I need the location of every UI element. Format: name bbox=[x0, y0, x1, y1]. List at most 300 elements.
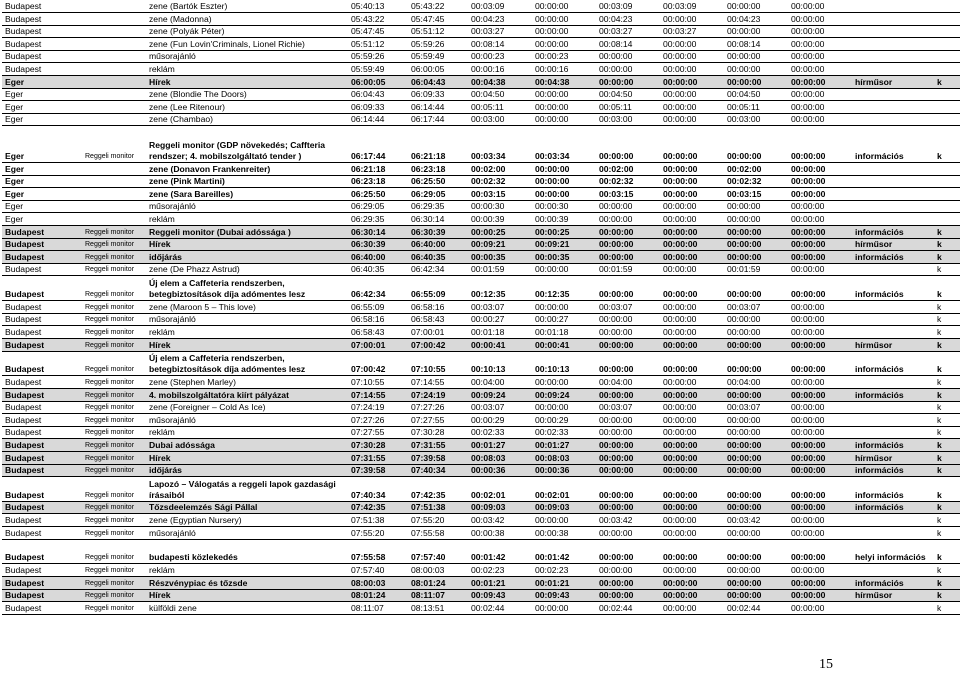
duration-col-1-cell: 00:00:23 bbox=[532, 50, 596, 63]
duration-col-2-cell: 00:00:00 bbox=[596, 477, 660, 502]
program-type-cell bbox=[852, 401, 934, 414]
end-time-cell: 06:14:44 bbox=[408, 101, 468, 114]
duration-col-3-cell: 00:00:00 bbox=[660, 602, 724, 615]
duration-col-3-cell: 00:00:00 bbox=[660, 426, 724, 439]
flag-cell: k bbox=[934, 539, 960, 564]
start-time-cell: 07:00:01 bbox=[348, 338, 408, 351]
show-cell bbox=[82, 13, 146, 26]
duration-col-3-cell: 00:00:00 bbox=[660, 464, 724, 477]
city-cell: Budapest bbox=[2, 226, 82, 239]
duration-col-5-cell: 00:00:00 bbox=[788, 326, 852, 339]
duration-col-3-cell: 00:00:00 bbox=[660, 326, 724, 339]
duration-cell: 00:09:43 bbox=[468, 589, 532, 602]
duration-col-5-cell: 00:00:00 bbox=[788, 301, 852, 314]
show-cell: Reggeli monitor bbox=[82, 514, 146, 527]
show-cell bbox=[82, 0, 146, 13]
duration-col-1-cell: 00:00:00 bbox=[532, 25, 596, 38]
duration-col-5-cell: 00:00:00 bbox=[788, 401, 852, 414]
duration-col-5-cell: 00:00:00 bbox=[788, 501, 852, 514]
program-type-cell bbox=[852, 0, 934, 13]
duration-col-5-cell: 00:00:00 bbox=[788, 0, 852, 13]
duration-col-5-cell: 00:00:00 bbox=[788, 88, 852, 101]
table-row bbox=[2, 376, 960, 389]
duration-col-2-cell: 00:00:00 bbox=[596, 464, 660, 477]
duration-col-2-cell: 00:04:23 bbox=[596, 13, 660, 26]
duration-col-5-cell: 00:00:00 bbox=[788, 188, 852, 201]
duration-col-4-cell: 00:00:00 bbox=[724, 426, 788, 439]
duration-col-4-cell: 00:00:00 bbox=[724, 564, 788, 577]
table-row bbox=[2, 188, 960, 201]
duration-cell: 00:03:34 bbox=[468, 126, 532, 163]
flag-cell: k bbox=[934, 414, 960, 427]
end-time-cell: 05:47:45 bbox=[408, 13, 468, 26]
flag-cell bbox=[934, 213, 960, 226]
start-time-cell: 07:24:19 bbox=[348, 401, 408, 414]
start-time-cell: 06:55:09 bbox=[348, 301, 408, 314]
title-cell: Hírek bbox=[146, 76, 348, 89]
duration-cell: 00:04:00 bbox=[468, 376, 532, 389]
title-cell: külföldi zene bbox=[146, 602, 348, 615]
duration-col-5-cell: 00:00:00 bbox=[788, 477, 852, 502]
start-time-cell: 07:42:35 bbox=[348, 501, 408, 514]
duration-col-1-cell: 00:00:00 bbox=[532, 101, 596, 114]
duration-col-3-cell: 00:00:00 bbox=[660, 376, 724, 389]
title-cell: zene (Fun Lovin'Criminals, Lionel Richie) bbox=[146, 38, 348, 51]
show-cell bbox=[82, 101, 146, 114]
duration-col-2-cell: 00:04:50 bbox=[596, 88, 660, 101]
title-cell: időjárás bbox=[146, 251, 348, 264]
start-time-cell: 07:39:58 bbox=[348, 464, 408, 477]
duration-col-1-cell: 00:00:00 bbox=[532, 13, 596, 26]
show-cell bbox=[82, 76, 146, 89]
table-row bbox=[2, 313, 960, 326]
flag-cell: k bbox=[934, 501, 960, 514]
city-cell: Budapest bbox=[2, 527, 82, 540]
show-cell: Reggeli monitor bbox=[82, 426, 146, 439]
table-row bbox=[2, 0, 960, 13]
duration-col-3-cell: 00:00:00 bbox=[660, 163, 724, 176]
flag-cell: k bbox=[934, 426, 960, 439]
duration-cell: 00:00:25 bbox=[468, 226, 532, 239]
program-type-cell: hírműsor bbox=[852, 76, 934, 89]
start-time-cell: 06:25:50 bbox=[348, 188, 408, 201]
flag-cell: k bbox=[934, 126, 960, 163]
end-time-cell: 07:51:38 bbox=[408, 501, 468, 514]
duration-col-1-cell: 00:09:24 bbox=[532, 388, 596, 401]
table-row bbox=[2, 163, 960, 176]
duration-cell: 00:04:23 bbox=[468, 13, 532, 26]
program-type-cell bbox=[852, 602, 934, 615]
start-time-cell: 07:57:40 bbox=[348, 564, 408, 577]
show-cell: Reggeli monitor bbox=[82, 126, 146, 163]
flag-cell: k bbox=[934, 376, 960, 389]
end-time-cell: 06:42:34 bbox=[408, 263, 468, 276]
flag-cell: k bbox=[934, 276, 960, 301]
flag-cell: k bbox=[934, 301, 960, 314]
show-cell: Reggeli monitor bbox=[82, 326, 146, 339]
duration-col-4-cell: 00:00:00 bbox=[724, 501, 788, 514]
show-cell: Reggeli monitor bbox=[82, 388, 146, 401]
start-time-cell: 08:00:03 bbox=[348, 577, 408, 590]
duration-col-5-cell: 00:00:00 bbox=[788, 527, 852, 540]
duration-col-3-cell: 00:00:00 bbox=[660, 251, 724, 264]
end-time-cell: 07:24:19 bbox=[408, 388, 468, 401]
end-time-cell: 06:55:09 bbox=[408, 276, 468, 301]
duration-cell: 00:08:03 bbox=[468, 451, 532, 464]
duration-col-1-cell: 00:00:00 bbox=[532, 188, 596, 201]
duration-col-3-cell: 00:00:00 bbox=[660, 101, 724, 114]
title-cell: budapesti közlekedés bbox=[146, 539, 348, 564]
start-time-cell: 06:42:34 bbox=[348, 276, 408, 301]
duration-col-2-cell: 00:03:09 bbox=[596, 0, 660, 13]
duration-col-1-cell: 00:00:00 bbox=[532, 113, 596, 126]
title-cell: zene (Donavon Frankenreiter) bbox=[146, 163, 348, 176]
duration-col-3-cell: 00:00:00 bbox=[660, 589, 724, 602]
show-cell: Reggeli monitor bbox=[82, 301, 146, 314]
table-row bbox=[2, 251, 960, 264]
duration-col-4-cell: 00:03:07 bbox=[724, 401, 788, 414]
program-type-cell bbox=[852, 13, 934, 26]
start-time-cell: 06:17:44 bbox=[348, 126, 408, 163]
duration-col-2-cell: 00:00:00 bbox=[596, 426, 660, 439]
program-type-cell: információs bbox=[852, 439, 934, 452]
flag-cell bbox=[934, 113, 960, 126]
table-row bbox=[2, 602, 960, 615]
end-time-cell: 06:58:16 bbox=[408, 301, 468, 314]
start-time-cell: 07:27:55 bbox=[348, 426, 408, 439]
duration-col-2-cell: 00:00:00 bbox=[596, 414, 660, 427]
title-cell: zene (Chambao) bbox=[146, 113, 348, 126]
duration-col-3-cell: 00:00:00 bbox=[660, 238, 724, 251]
flag-cell: k bbox=[934, 589, 960, 602]
show-cell: Reggeli monitor bbox=[82, 501, 146, 514]
end-time-cell: 07:00:42 bbox=[408, 338, 468, 351]
duration-col-1-cell: 00:09:43 bbox=[532, 589, 596, 602]
start-time-cell: 06:40:35 bbox=[348, 263, 408, 276]
table-row bbox=[2, 63, 960, 76]
city-cell: Eger bbox=[2, 113, 82, 126]
duration-col-4-cell: 00:00:00 bbox=[724, 338, 788, 351]
city-cell: Budapest bbox=[2, 326, 82, 339]
duration-col-3-cell: 00:00:00 bbox=[660, 401, 724, 414]
city-cell: Budapest bbox=[2, 602, 82, 615]
city-cell: Budapest bbox=[2, 25, 82, 38]
flag-cell: k bbox=[934, 351, 960, 376]
duration-col-4-cell: 00:08:14 bbox=[724, 38, 788, 51]
show-cell bbox=[82, 63, 146, 76]
duration-cell: 00:00:38 bbox=[468, 527, 532, 540]
start-time-cell: 06:00:05 bbox=[348, 76, 408, 89]
table-row bbox=[2, 113, 960, 126]
flag-cell bbox=[934, 175, 960, 188]
duration-col-3-cell: 00:00:00 bbox=[660, 577, 724, 590]
duration-cell: 00:00:39 bbox=[468, 213, 532, 226]
table-row bbox=[2, 589, 960, 602]
show-cell bbox=[82, 213, 146, 226]
show-cell: Reggeli monitor bbox=[82, 238, 146, 251]
duration-cell: 00:00:23 bbox=[468, 50, 532, 63]
end-time-cell: 07:40:34 bbox=[408, 464, 468, 477]
city-cell: Budapest bbox=[2, 414, 82, 427]
city-cell: Budapest bbox=[2, 577, 82, 590]
start-time-cell: 06:23:18 bbox=[348, 175, 408, 188]
city-cell: Budapest bbox=[2, 514, 82, 527]
duration-col-3-cell: 00:00:00 bbox=[660, 76, 724, 89]
duration-col-3-cell: 00:03:09 bbox=[660, 0, 724, 13]
start-time-cell: 05:59:49 bbox=[348, 63, 408, 76]
duration-col-5-cell: 00:00:00 bbox=[788, 163, 852, 176]
flag-cell: k bbox=[934, 577, 960, 590]
duration-cell: 00:00:36 bbox=[468, 464, 532, 477]
program-type-cell: információs bbox=[852, 464, 934, 477]
end-time-cell: 06:21:18 bbox=[408, 126, 468, 163]
duration-col-3-cell: 00:00:00 bbox=[660, 50, 724, 63]
city-cell: Budapest bbox=[2, 263, 82, 276]
duration-col-4-cell: 00:02:44 bbox=[724, 602, 788, 615]
city-cell: Budapest bbox=[2, 401, 82, 414]
duration-col-4-cell: 00:03:00 bbox=[724, 113, 788, 126]
title-cell: reklám bbox=[146, 213, 348, 226]
title-cell: Lapozó – Válogatás a reggeli lapok gazdasági írásaiból bbox=[146, 477, 348, 502]
city-cell: Budapest bbox=[2, 451, 82, 464]
duration-cell: 00:03:09 bbox=[468, 0, 532, 13]
duration-col-1-cell: 00:00:00 bbox=[532, 301, 596, 314]
duration-col-1-cell: 00:08:03 bbox=[532, 451, 596, 464]
program-type-cell bbox=[852, 263, 934, 276]
table-row bbox=[2, 101, 960, 114]
city-cell: Budapest bbox=[2, 251, 82, 264]
duration-cell: 00:09:24 bbox=[468, 388, 532, 401]
flag-cell bbox=[934, 101, 960, 114]
duration-col-1-cell: 00:01:42 bbox=[532, 539, 596, 564]
duration-col-1-cell: 00:03:34 bbox=[532, 126, 596, 163]
duration-col-5-cell: 00:00:00 bbox=[788, 439, 852, 452]
end-time-cell: 06:40:35 bbox=[408, 251, 468, 264]
start-time-cell: 07:55:58 bbox=[348, 539, 408, 564]
table-row bbox=[2, 539, 960, 564]
program-type-cell bbox=[852, 564, 934, 577]
program-type-cell bbox=[852, 188, 934, 201]
table-row bbox=[2, 25, 960, 38]
city-cell: Budapest bbox=[2, 313, 82, 326]
duration-col-2-cell: 00:03:07 bbox=[596, 301, 660, 314]
title-cell: zene (Polyák Péter) bbox=[146, 25, 348, 38]
duration-col-4-cell: 00:00:00 bbox=[724, 76, 788, 89]
duration-col-1-cell: 00:00:36 bbox=[532, 464, 596, 477]
duration-col-1-cell: 00:00:27 bbox=[532, 313, 596, 326]
duration-cell: 00:05:11 bbox=[468, 101, 532, 114]
city-cell: Budapest bbox=[2, 351, 82, 376]
show-cell bbox=[82, 175, 146, 188]
start-time-cell: 05:40:13 bbox=[348, 0, 408, 13]
duration-col-1-cell: 00:01:18 bbox=[532, 326, 596, 339]
duration-col-1-cell: 00:01:27 bbox=[532, 439, 596, 452]
program-type-cell bbox=[852, 163, 934, 176]
duration-col-4-cell: 00:00:00 bbox=[724, 527, 788, 540]
duration-col-3-cell: 00:00:00 bbox=[660, 63, 724, 76]
city-cell: Eger bbox=[2, 188, 82, 201]
duration-col-4-cell: 00:00:00 bbox=[724, 477, 788, 502]
flag-cell: k bbox=[934, 439, 960, 452]
duration-col-4-cell: 00:04:50 bbox=[724, 88, 788, 101]
flag-cell: k bbox=[934, 313, 960, 326]
program-type-cell: információs bbox=[852, 276, 934, 301]
table-row bbox=[2, 426, 960, 439]
title-cell: Dubai adóssága bbox=[146, 439, 348, 452]
flag-cell bbox=[934, 88, 960, 101]
table-row bbox=[2, 439, 960, 452]
end-time-cell: 06:04:43 bbox=[408, 76, 468, 89]
duration-col-5-cell: 00:00:00 bbox=[788, 63, 852, 76]
duration-cell: 00:03:15 bbox=[468, 188, 532, 201]
duration-col-3-cell: 00:00:00 bbox=[660, 213, 724, 226]
duration-col-4-cell: 00:00:00 bbox=[724, 63, 788, 76]
duration-col-3-cell: 00:00:00 bbox=[660, 88, 724, 101]
show-cell: Reggeli monitor bbox=[82, 226, 146, 239]
start-time-cell: 06:29:35 bbox=[348, 213, 408, 226]
city-cell: Budapest bbox=[2, 338, 82, 351]
title-cell: zene (Sara Bareilles) bbox=[146, 188, 348, 201]
city-cell: Eger bbox=[2, 175, 82, 188]
duration-col-2-cell: 00:03:27 bbox=[596, 25, 660, 38]
duration-col-3-cell: 00:00:00 bbox=[660, 514, 724, 527]
end-time-cell: 05:59:49 bbox=[408, 50, 468, 63]
duration-cell: 00:02:23 bbox=[468, 564, 532, 577]
duration-col-5-cell: 00:00:00 bbox=[788, 602, 852, 615]
duration-col-3-cell: 00:00:00 bbox=[660, 188, 724, 201]
start-time-cell: 07:10:55 bbox=[348, 376, 408, 389]
flag-cell: k bbox=[934, 326, 960, 339]
show-cell bbox=[82, 188, 146, 201]
duration-col-1-cell: 00:00:00 bbox=[532, 0, 596, 13]
duration-cell: 00:01:59 bbox=[468, 263, 532, 276]
table-row bbox=[2, 451, 960, 464]
start-time-cell: 05:59:26 bbox=[348, 50, 408, 63]
city-cell: Eger bbox=[2, 76, 82, 89]
duration-col-5-cell: 00:00:00 bbox=[788, 464, 852, 477]
duration-col-1-cell: 00:04:38 bbox=[532, 76, 596, 89]
flag-cell bbox=[934, 63, 960, 76]
start-time-cell: 06:30:39 bbox=[348, 238, 408, 251]
start-time-cell: 07:30:28 bbox=[348, 439, 408, 452]
duration-col-5-cell: 00:00:00 bbox=[788, 376, 852, 389]
table-row bbox=[2, 76, 960, 89]
duration-col-2-cell: 00:00:00 bbox=[596, 527, 660, 540]
title-cell: zene (Foreigner – Cold As Ice) bbox=[146, 401, 348, 414]
table-row bbox=[2, 175, 960, 188]
program-type-cell: hírműsor bbox=[852, 238, 934, 251]
duration-col-4-cell: 00:00:00 bbox=[724, 451, 788, 464]
duration-cell: 00:00:41 bbox=[468, 338, 532, 351]
city-cell: Budapest bbox=[2, 501, 82, 514]
title-cell: műsorajánló bbox=[146, 200, 348, 213]
duration-col-2-cell: 00:00:00 bbox=[596, 501, 660, 514]
table-row bbox=[2, 213, 960, 226]
start-time-cell: 07:55:20 bbox=[348, 527, 408, 540]
flag-cell bbox=[934, 188, 960, 201]
city-cell: Budapest bbox=[2, 589, 82, 602]
duration-cell: 00:01:18 bbox=[468, 326, 532, 339]
duration-col-3-cell: 00:00:00 bbox=[660, 38, 724, 51]
duration-cell: 00:03:07 bbox=[468, 301, 532, 314]
show-cell: Reggeli monitor bbox=[82, 276, 146, 301]
duration-col-2-cell: 00:00:00 bbox=[596, 577, 660, 590]
show-cell bbox=[82, 38, 146, 51]
end-time-cell: 07:30:28 bbox=[408, 426, 468, 439]
program-type-cell bbox=[852, 376, 934, 389]
start-time-cell: 06:29:05 bbox=[348, 200, 408, 213]
flag-cell bbox=[934, 25, 960, 38]
duration-col-1-cell: 00:00:16 bbox=[532, 63, 596, 76]
program-type-cell bbox=[852, 63, 934, 76]
duration-cell: 00:02:00 bbox=[468, 163, 532, 176]
title-cell: Tőzsdeelemzés Sági Pállal bbox=[146, 501, 348, 514]
table-row bbox=[2, 226, 960, 239]
duration-cell: 00:00:35 bbox=[468, 251, 532, 264]
city-cell: Budapest bbox=[2, 50, 82, 63]
city-cell: Budapest bbox=[2, 63, 82, 76]
program-type-cell: információs bbox=[852, 251, 934, 264]
duration-col-4-cell: 00:05:11 bbox=[724, 101, 788, 114]
start-time-cell: 07:51:38 bbox=[348, 514, 408, 527]
flag-cell: k bbox=[934, 401, 960, 414]
duration-col-5-cell: 00:00:00 bbox=[788, 388, 852, 401]
duration-col-1-cell: 00:00:00 bbox=[532, 263, 596, 276]
duration-cell: 00:02:01 bbox=[468, 477, 532, 502]
show-cell: Reggeli monitor bbox=[82, 313, 146, 326]
end-time-cell: 08:13:51 bbox=[408, 602, 468, 615]
duration-col-5-cell: 00:00:00 bbox=[788, 338, 852, 351]
flag-cell: k bbox=[934, 451, 960, 464]
program-type-cell bbox=[852, 213, 934, 226]
duration-col-5-cell: 00:00:00 bbox=[788, 351, 852, 376]
end-time-cell: 07:55:58 bbox=[408, 527, 468, 540]
duration-col-3-cell: 00:00:00 bbox=[660, 451, 724, 464]
duration-col-2-cell: 00:00:00 bbox=[596, 338, 660, 351]
duration-col-4-cell: 00:00:00 bbox=[724, 126, 788, 163]
show-cell: Reggeli monitor bbox=[82, 539, 146, 564]
duration-col-1-cell: 00:00:39 bbox=[532, 213, 596, 226]
duration-col-5-cell: 00:00:00 bbox=[788, 426, 852, 439]
duration-col-4-cell: 00:03:42 bbox=[724, 514, 788, 527]
duration-col-3-cell: 00:00:00 bbox=[660, 527, 724, 540]
program-type-cell bbox=[852, 25, 934, 38]
duration-col-4-cell: 00:00:00 bbox=[724, 414, 788, 427]
duration-col-4-cell: 00:00:00 bbox=[724, 200, 788, 213]
table-row bbox=[2, 88, 960, 101]
duration-col-5-cell: 00:00:00 bbox=[788, 251, 852, 264]
duration-col-3-cell: 00:00:00 bbox=[660, 13, 724, 26]
title-cell: műsorajánló bbox=[146, 50, 348, 63]
duration-cell: 00:03:00 bbox=[468, 113, 532, 126]
table-row bbox=[2, 477, 960, 502]
duration-col-3-cell: 00:00:00 bbox=[660, 501, 724, 514]
end-time-cell: 05:59:26 bbox=[408, 38, 468, 51]
duration-col-2-cell: 00:05:11 bbox=[596, 101, 660, 114]
show-cell bbox=[82, 113, 146, 126]
duration-col-5-cell: 00:00:00 bbox=[788, 126, 852, 163]
end-time-cell: 08:01:24 bbox=[408, 577, 468, 590]
flag-cell bbox=[934, 163, 960, 176]
end-time-cell: 07:00:01 bbox=[408, 326, 468, 339]
program-type-cell: információs bbox=[852, 501, 934, 514]
table-row bbox=[2, 338, 960, 351]
program-type-cell bbox=[852, 527, 934, 540]
duration-col-1-cell: 00:00:29 bbox=[532, 414, 596, 427]
end-time-cell: 07:55:20 bbox=[408, 514, 468, 527]
duration-col-5-cell: 00:00:00 bbox=[788, 25, 852, 38]
end-time-cell: 07:31:55 bbox=[408, 439, 468, 452]
